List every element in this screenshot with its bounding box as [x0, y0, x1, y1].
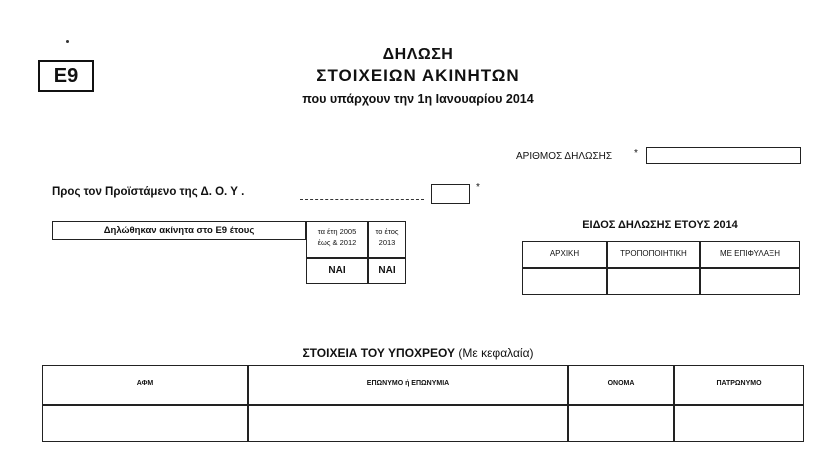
taxpayer-afm-field[interactable] — [42, 405, 248, 442]
declaration-type-reserved-header: ΜΕ ΕΠΙΦΥΛΑΞΗ — [700, 241, 800, 268]
form-title-line2: ΣΤΟΙΧΕΙΩΝ ΑΚΙΝΗΤΩΝ — [316, 66, 520, 85]
taxpayer-surname-header: ΕΠΩΝΥΜΟ ή ΕΠΩΝΥΜΙΑ — [248, 365, 568, 405]
declaration-number-field[interactable] — [646, 147, 801, 164]
declared-years-label: Δηλώθηκαν ακίνητα στο Ε9 έτους — [52, 221, 306, 240]
taxpayer-name-header: ΟΝΟΜΑ — [568, 365, 674, 405]
taxpayer-afm-header: ΑΦΜ — [42, 365, 248, 405]
year-2013-header-line2: 2013 — [378, 238, 396, 247]
stray-mark — [66, 40, 69, 43]
tax-office-label: Προς τον Προϊστάμενο της Δ. Ο. Υ . — [52, 186, 245, 198]
form-title: ΔΗΛΩΣΗ — [382, 46, 454, 63]
years-2005-2012-header-line2: έως & 2012 — [317, 238, 357, 247]
declaration-type-initial-checkbox[interactable] — [522, 268, 607, 295]
years-2005-2012-header-line1: τα έτη 2005 — [317, 227, 357, 236]
years-2005-2012-yes-box[interactable]: ΝΑΙ — [306, 258, 368, 284]
tax-office-code-field[interactable] — [431, 184, 470, 204]
declaration-type-initial-header: ΑΡΧΙΚΗ — [522, 241, 607, 268]
taxpayer-name-field[interactable] — [568, 405, 674, 442]
taxpayer-surname-field[interactable] — [248, 405, 568, 442]
year-2013-yes-box[interactable]: ΝΑΙ — [368, 258, 406, 284]
declaration-type-amending-header: ΤΡΟΠΟΠΟΙΗΤΙΚΗ — [607, 241, 700, 268]
taxpayer-section-title — [0, 346, 836, 360]
year-2013-header-line1: το έτος — [375, 227, 399, 236]
taxpayer-father-name-header: ΠΑΤΡΩΝΥΜΟ — [674, 365, 804, 405]
tax-office-name-line[interactable] — [300, 199, 424, 200]
form-code-badge: E9 — [38, 60, 94, 92]
declaration-number-label: ΑΡΙΘΜΟΣ ΔΗΛΩΣΗΣ — [516, 151, 613, 162]
taxpayer-father-name-field[interactable] — [674, 405, 804, 442]
declaration-type-amending-checkbox[interactable] — [607, 268, 700, 295]
declaration-type-reserved-checkbox[interactable] — [700, 268, 800, 295]
required-marker: * — [476, 182, 480, 193]
declaration-type-title: ΕΙΔΟΣ ΔΗΛΩΣΗΣ ΕΤΟΥΣ 2014 — [582, 219, 738, 231]
years-2005-2012-header — [306, 221, 368, 258]
form-subtitle: που υπάρχουν την 1η Ιανουαρίου 2014 — [302, 92, 534, 106]
taxpayer-section-title-text: ΣΤΟΙΧΕΙΑ ΤΟΥ ΥΠΟΧΡΕΟΥ — [302, 346, 456, 360]
taxpayer-section-subtitle: (Με κεφαλαία) — [458, 346, 534, 360]
required-marker: * — [634, 148, 638, 159]
year-2013-header — [368, 221, 406, 258]
